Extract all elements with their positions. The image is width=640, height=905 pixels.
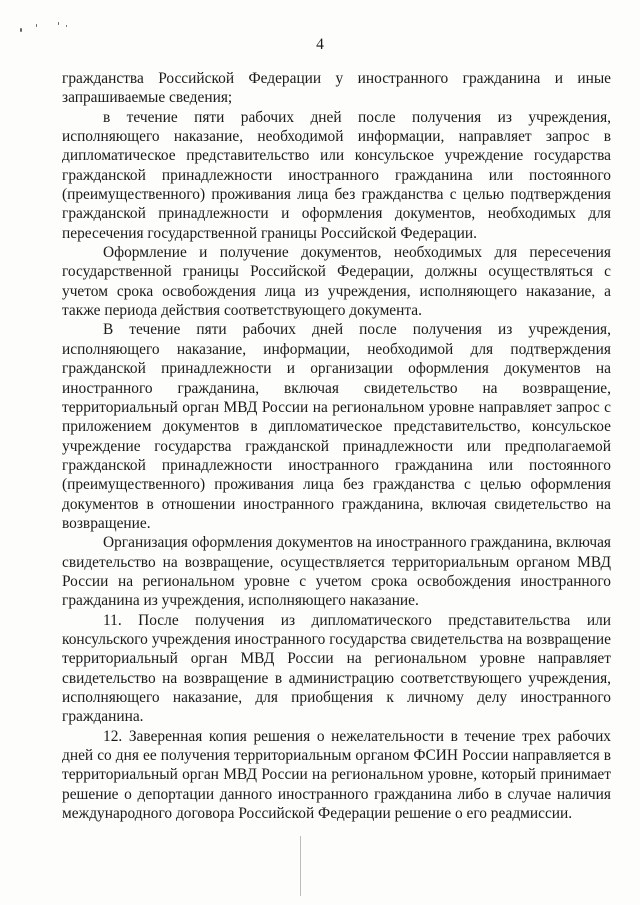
scan-speck: [20, 28, 22, 32]
paragraph: 12. Заверенная копия решения о нежелательности в течение трех рабочих дней со дня ее получения территориальным органом ФСИН России направляется в территориальный орган МВД России на региональном уровне, который принимает решение о депортации данного иностранного гражданина либо в случае наличия международного договора Российской Федерации решение о его реадмиссии.: [62, 727, 611, 823]
document-body: [62, 69, 611, 823]
fold-line: [300, 836, 301, 896]
scan-speck: [58, 22, 59, 25]
scan-speck: [36, 24, 37, 27]
paragraph: в течение пяти рабочих дней после получения из учреждения, исполняющего наказание, необходимой информации, направляет запрос в дипломатическое представительство или консульское учреждение государства гражданской принадлежности иностранного гражданина или постоянного (преимущественного) проживания лица без гражданства с целью подтверждения гражданской принадлежности и оформления документов, необходимых для пересечения государственной границы Российской Федерации.: [62, 108, 611, 242]
paragraph: Оформление и получение документов, необходимых для пересечения государственной границы Российской Федерации, должны осуществляться с учетом срока освобождения лица из учреждения, исполняющего наказание, а также периода действия соответствующего документа.: [62, 244, 611, 320]
page-number: 4: [316, 36, 324, 53]
paragraph: 11. После получения из дипломатического представительства или консульского учреждения иностранного государства свидетельства на возвращение территориальный орган МВД России на региональном уровне направляет свидетельство на возвращение в администрацию соответствующего учреждения, исполняющего наказание, для приобщения к личному делу иностранного гражданина.: [62, 611, 611, 726]
paragraph: В течение пяти рабочих дней после получения из учреждения, исполняющего наказание, информации, необходимой для подтверждения гражданской принадлежности и организации оформления документов на иностранного гражданина, включая свидетельство на возвращение, территориальный орган МВД России на региональном уровне направляет запрос с приложением документов в дипломатическое представительство, консульское учреждение государства гражданской принадлежности или предполагаемой гражданской принадлежности иностранного гражданина или постоянного (преимущественного) проживания лица без гражданства с целью оформления документов в отношении иностранного гражданина, включая свидетельство на возвращение.: [62, 321, 611, 532]
paragraph: Организация оформления документов на иностранного гражданина, включая свидетельство на возвращение, осуществляется территориальным органом МВД России на региональном уровне с учетом срока освобождения иностранного гражданина из учреждения, исполняющего наказание.: [62, 534, 611, 610]
scan-speck: [66, 25, 67, 27]
paragraph: гражданства Российской Федерации у иностранного гражданина и иные запрашиваемые сведения;: [62, 70, 611, 107]
